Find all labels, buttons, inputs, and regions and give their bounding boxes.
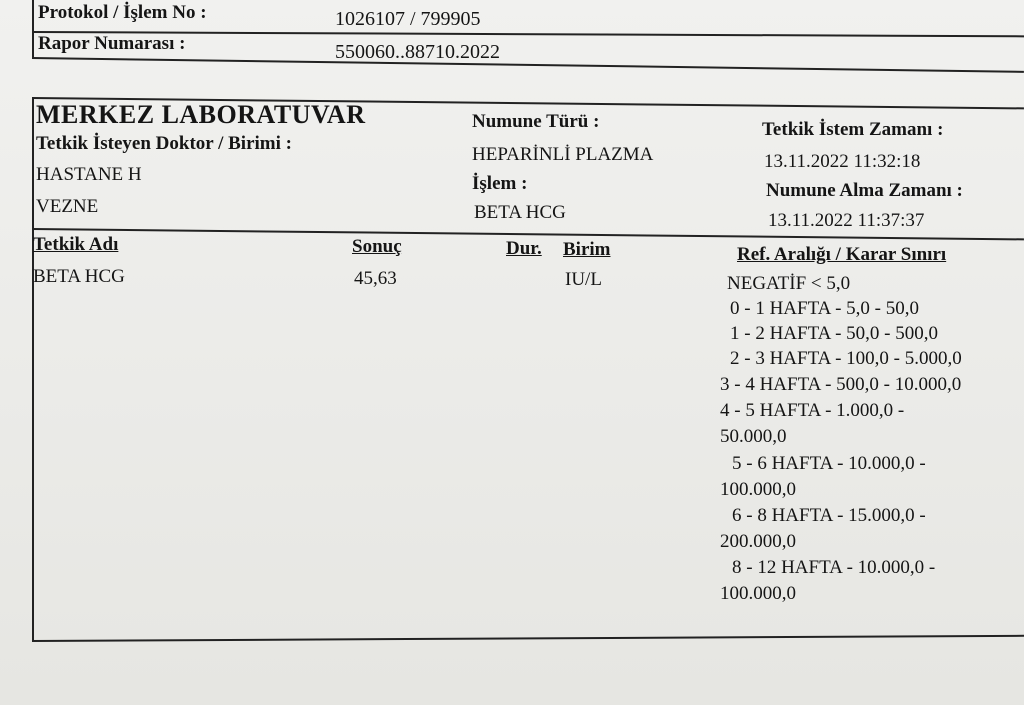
ref-line: 1 - 2 HAFTA - 50,0 - 500,0: [730, 323, 938, 344]
ref-line: 50.000,0: [720, 426, 787, 447]
ref-line: NEGATİF < 5,0: [727, 273, 851, 294]
ref-line: 100.000,0: [720, 583, 796, 604]
ref-line: 3 - 4 HAFTA - 500,0 - 10.000,0: [720, 374, 962, 395]
protocol-value: 1026107 / 799905: [335, 8, 481, 30]
row-test: BETA HCG: [33, 266, 125, 287]
col-status-header: Dur.: [506, 238, 542, 259]
col-test-header: Tetkik Adı: [33, 234, 119, 255]
ref-line: 8 - 12 HAFTA - 10.000,0 -: [732, 557, 936, 578]
border-left: [32, 0, 34, 58]
request-time-value: 13.11.2022 11:32:18: [764, 151, 921, 172]
row-unit: IU/L: [565, 269, 602, 290]
ref-line: 2 - 3 HAFTA - 100,0 - 5.000,0: [730, 348, 962, 369]
col-ref-header: Ref. Aralığı / Karar Sınırı: [737, 244, 947, 265]
divider: [32, 57, 1024, 72]
col-result-header: Sonuç: [352, 236, 402, 257]
box-left-border: [32, 97, 34, 641]
row-result: 45,63: [354, 268, 397, 289]
ref-line: 4 - 5 HAFTA - 1.000,0 -: [720, 400, 905, 421]
process-label: İşlem :: [472, 173, 528, 194]
report-label: Rapor Numarası :: [38, 33, 186, 54]
lab-name: MERKEZ LABORATUVAR: [36, 100, 366, 129]
ref-line: 100.000,0: [720, 479, 796, 500]
doctor-label: Tetkik İsteyen Doktor / Birimi :: [36, 133, 292, 154]
report-value: 550060..88710.2022: [335, 41, 500, 63]
ref-line: 0 - 1 HAFTA - 5,0 - 50,0: [730, 298, 919, 319]
process-value: BETA HCG: [474, 202, 566, 223]
doctor-line1: HASTANE H: [36, 164, 142, 185]
ref-line: 6 - 8 HAFTA - 15.000,0 -: [732, 505, 926, 526]
sample-type-label: Numune Türü :: [472, 111, 600, 132]
doctor-line2: VEZNE: [36, 196, 99, 217]
box-bottom-border: [32, 635, 1024, 642]
sample-time-label: Numune Alma Zamanı :: [766, 180, 963, 201]
request-time-label: Tetkik İstem Zamanı :: [762, 119, 944, 140]
sample-type-value: HEPARİNLİ PLAZMA: [472, 144, 654, 165]
ref-line: 200.000,0: [720, 531, 796, 552]
protocol-label: Protokol / İşlem No :: [38, 2, 207, 23]
sample-time-value: 13.11.2022 11:37:37: [768, 210, 925, 231]
ref-line: 5 - 6 HAFTA - 10.000,0 -: [732, 453, 926, 474]
col-unit-header: Birim: [563, 239, 611, 260]
